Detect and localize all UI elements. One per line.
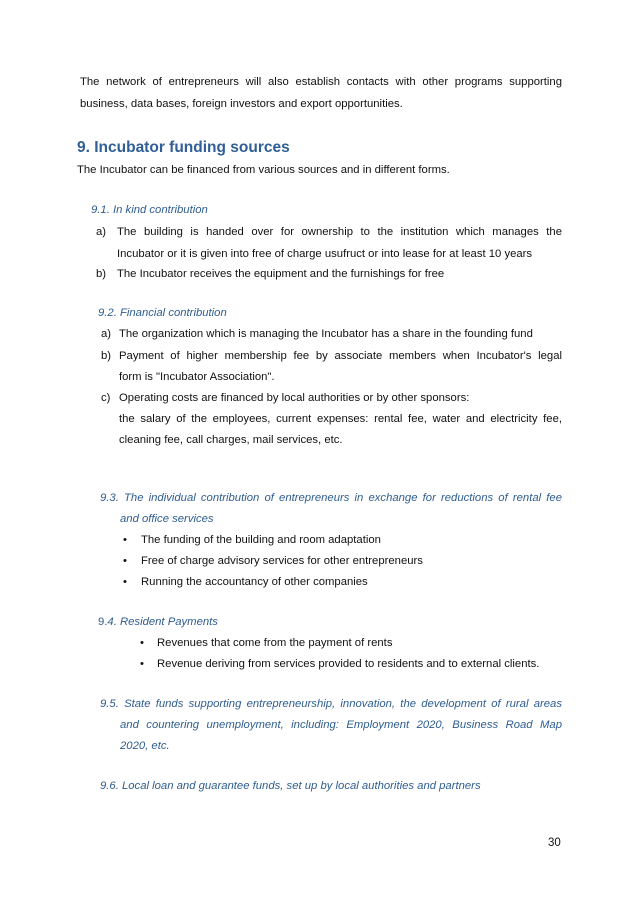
subsection-9-6-title: 9.6. Local loan and guarantee funds, set up by local authorities and partners: [100, 780, 481, 792]
item-marker-a: a): [101, 328, 112, 340]
bullet-icon: •: [140, 658, 144, 670]
subsection-9-3-title-line-2: and office services: [120, 513, 214, 525]
subsection-9-5-line-3: 2020, etc.: [120, 740, 170, 752]
subsection-9-4-number: 9.: [98, 616, 108, 628]
item-marker-c: c): [101, 392, 111, 404]
bullet-icon: •: [123, 534, 127, 546]
subsection-9-3-title-line-1: 9.3. The individual contribution of entrepreneurs in exchange for reductions of rental fee: [100, 492, 562, 504]
item-9-3-bullet-2: Free of charge advisory services for other entrepreneurs: [141, 555, 423, 567]
item-9-3-bullet-3: Running the accountancy of other companies: [141, 576, 368, 588]
bullet-icon: •: [123, 576, 127, 588]
item-9-1-a-line-2: Incubator or it is given into free of charge usufruct or into lease for at least 10 years: [117, 248, 533, 260]
intro-line-1: The network of entrepreneurs will also establish contacts with other programs supporting: [80, 76, 562, 88]
item-9-2-c-line-3: cleaning fee, call charges, mail services, etc.: [119, 434, 343, 446]
item-9-1-a-line-1: The building is handed over for ownership to the institution which manages the: [117, 226, 562, 238]
subsection-9-2-title: 9.2. Financial contribution: [98, 307, 227, 319]
item-marker-b: b): [96, 268, 107, 280]
item-9-1-b: The Incubator receives the equipment and the furnishings for free: [117, 268, 445, 280]
item-9-4-bullet-2: Revenue deriving from services provided to residents and to external clients.: [157, 658, 540, 670]
bullet-icon: •: [123, 555, 127, 567]
item-marker-b: b): [101, 350, 112, 362]
subsection-9-4-label: 4. Resident Payments: [107, 616, 218, 628]
subsection-9-5-line-2: and countering unemployment, including: Employment 2020, Business Road Map: [120, 719, 562, 731]
item-9-2-c-line-2: the salary of the employees, current expenses: rental fee, water and electricity fee,: [119, 413, 562, 425]
subsection-9-4-title: [98, 612, 218, 632]
intro-paragraph: [80, 71, 562, 115]
section-heading: 9. Incubator funding sources: [77, 139, 290, 156]
item-9-2-c-line-1: Operating costs are financed by local authorities or by other sponsors:: [119, 392, 470, 404]
page-number: 30: [548, 837, 561, 849]
bullet-icon: •: [140, 637, 144, 649]
item-9-2-a: The organization which is managing the Incubator has a share in the founding fund: [119, 328, 533, 340]
subsection-9-1-title: 9.1. In kind contribution: [91, 204, 208, 216]
item-9-4-bullet-1: Revenues that come from the payment of rents: [157, 637, 393, 649]
item-9-2-b-line-1: Payment of higher membership fee by associate members when Incubator's legal: [119, 350, 562, 362]
item-9-3-bullet-1: The funding of the building and room adaptation: [141, 534, 381, 546]
item-marker-a: a): [96, 226, 107, 238]
item-9-2-b-line-2: form is "Incubator Association".: [119, 371, 275, 383]
intro-line-2: business, data bases, foreign investors and export opportunities.: [80, 98, 403, 110]
section-intro: The Incubator can be financed from various sources and in different forms.: [77, 164, 450, 176]
subsection-9-5-line-1: 9.5. State funds supporting entrepreneurship, innovation, the development of rural areas: [100, 698, 562, 710]
